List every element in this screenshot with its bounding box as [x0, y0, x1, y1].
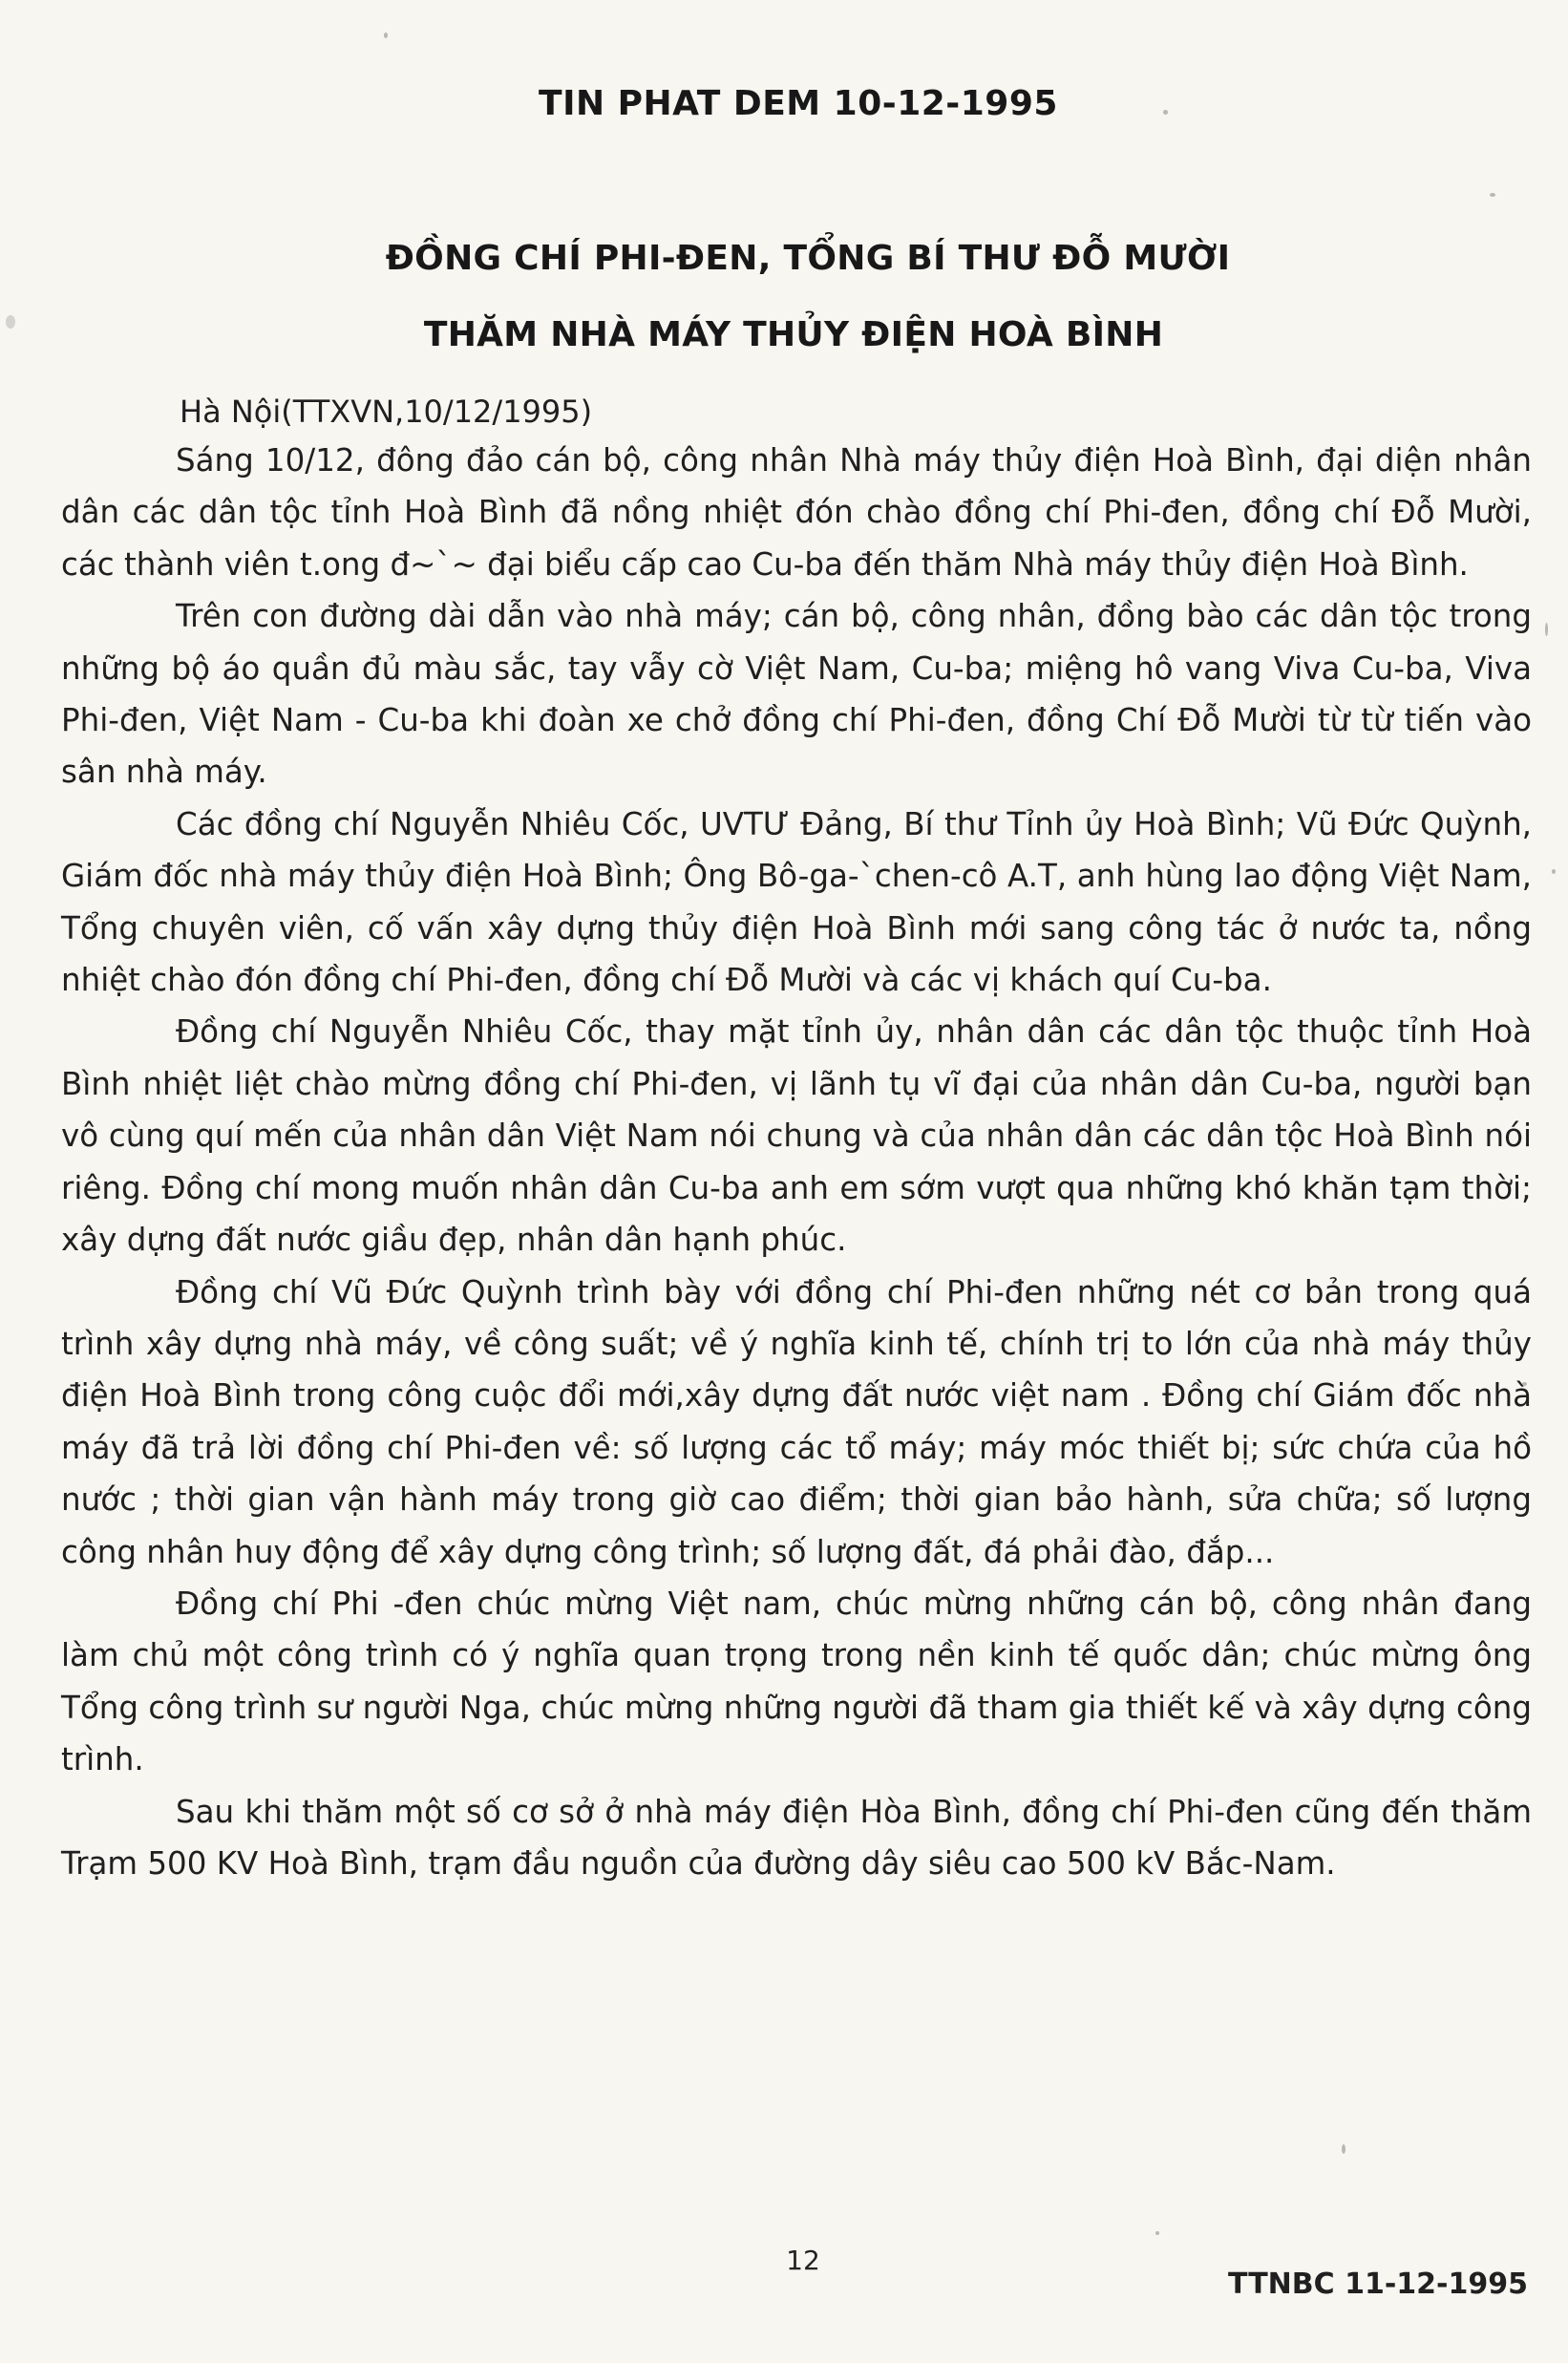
paragraph-2: Trên con đường dài dẫn vào nhà máy; cán bộ, công nhân, đồng bào các dân tộc trong những bộ áo quần đủ màu sắc, tay vẫy cờ Việt Nam, Cu-ba; miệng hô vang Viva Cu-ba, Viva Phi-đen, Việt Nam - Cu-ba khi đoàn xe chở đồng chí Phi-đen, đồng Chí Đỗ Mười từ từ tiến vào sân nhà máy. — [61, 598, 1532, 791]
bulletin-header: TIN PHAT DEM 10-12-1995 — [539, 84, 1058, 123]
page-number: 12 — [786, 2245, 820, 2276]
scan-speck — [1163, 110, 1168, 115]
paragraph-5: Đồng chí Vũ Đức Quỳnh trình bày với đồng chí Phi-đen những nét cơ bản trong quá trình xây dựng nhà máy, về công suất; về ý nghĩa kinh tế, chính trị to lớn của nhà máy thủy điện Hoà Bình trong công cuộc đổi mới,xây dựng đất nước việt nam . Đồng chí Giám đốc nhà máy đã trả lời đồng chí Phi-đen về: số lượng các tổ máy; máy móc thiết bị; sức chứa của hồ nước ; thời gian vận hành máy trong giờ cao điểm; thời gian bảo hành, sửa chữa; số lượng công nhân huy động để xây dựng công trình; số lượng đất, đá phải đào, đắp... — [61, 1273, 1532, 1570]
scan-speck — [1552, 869, 1556, 874]
paragraph-1: Sáng 10/12, đông đảo cán bộ, công nhân Nhà máy thủy điện Hoà Bình, đại diện nhân dân các dân tộc tỉnh Hoà Bình đã nồng nhiệt đón chào đồng chí Phi-đen, đồng chí Đỗ Mười, các thành viên t.ong đ~`~ đại biểu cấp cao Cu-ba đến thăm Nhà máy thủy điện Hoà Bình. — [61, 442, 1532, 583]
footer-code: TTNBC 11-12-1995 — [1228, 2267, 1528, 2301]
scan-speck — [384, 32, 388, 38]
scan-speck — [1342, 2144, 1346, 2154]
scan-speck — [879, 1385, 883, 1389]
paragraph-7: Sau khi thăm một số cơ sở ở nhà máy điện Hòa Bình, đồng chí Phi-đen cũng đến thăm Trạm 500 KV Hoà Bình, trạm đầu nguồn của đường dây siêu cao 500 kV Bắc-Nam. — [61, 1793, 1532, 1882]
scan-speck — [1522, 1382, 1527, 1386]
article-body — [61, 435, 1532, 1889]
paragraph-4: Đồng chí Nguyễn Nhiêu Cốc, thay mặt tỉnh ủy, nhân dân các dân tộc thuộc tỉnh Hoà Bình nhiệt liệt chào mừng đồng chí Phi-đen, vị lãnh tụ vĩ đại của nhân dân Cu-ba, người bạn vô cùng quí mến của nhân dân Việt Nam nói chung và của nhân dân các dân tộc Hoà Bình nói riêng. Đồng chí mong muốn nhân dân Cu-ba anh em sớm vượt qua những khó khăn tạm thời; xây dựng đất nước giầu đẹp, nhân dân hạnh phúc. — [61, 1013, 1532, 1259]
scan-speck — [1155, 2231, 1159, 2235]
scan-speck — [6, 315, 15, 329]
scan-speck — [1545, 623, 1548, 636]
scan-speck — [1490, 193, 1495, 197]
dateline: Hà Nội(TTXVN,10/12/1995) — [180, 394, 593, 430]
article-title-line-1: ĐỒNG CHÍ PHI-ĐEN, TỔNG BÍ THƯ ĐỖ MƯỜI — [385, 239, 1231, 278]
paragraph-3: Các đồng chí Nguyễn Nhiêu Cốc, UVTƯ Đảng, Bí thư Tỉnh ủy Hoà Bình; Vũ Đức Quỳnh, Giám đốc nhà máy thủy điện Hoà Bình; Ông Bô-ga-`chen-cô A.T, anh hùng lao động Việt Nam, Tổng chuyên viên, cố vấn xây dựng thủy điện Hoà Bình mới sang công tác ở nước ta, nồng nhiệt chào đón đồng chí Phi-đen, đồng chí Đỗ Mười và các vị khách quí Cu-ba. — [61, 805, 1532, 999]
article-title-line-2: THĂM NHÀ MÁY THỦY ĐIỆN HOÀ BÌNH — [423, 315, 1164, 354]
paragraph-6: Đồng chí Phi -đen chúc mừng Việt nam, chúc mừng những cán bộ, công nhân đang làm chủ một công trình có ý nghĩa quan trọng trong nền kinh tế quốc dân; chúc mừng ông Tổng công trình sư người Nga, chúc mừng những người đã tham gia thiết kế và xây dựng công trình. — [61, 1585, 1532, 1778]
